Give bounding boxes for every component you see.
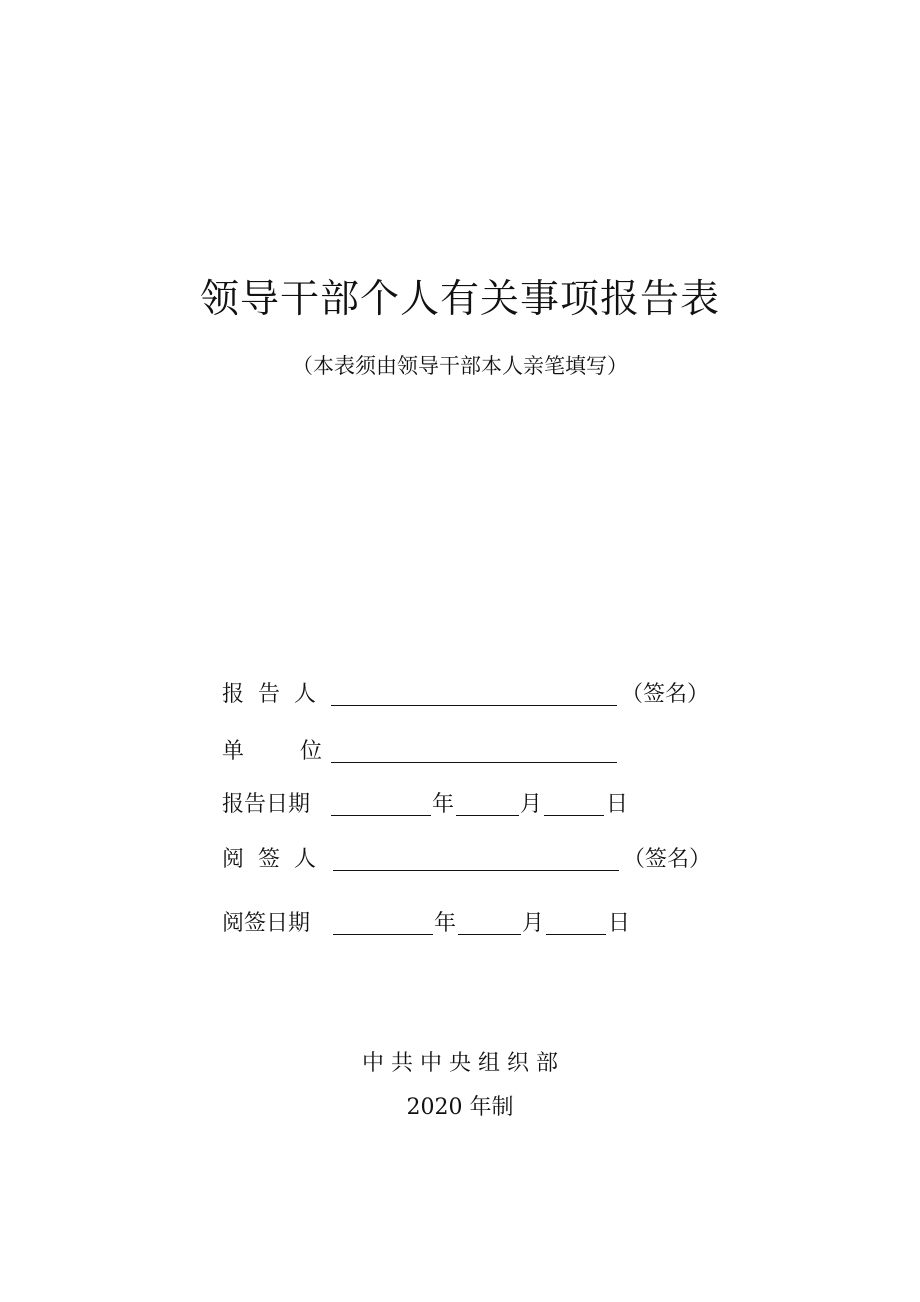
- report-date-day-char: 日: [606, 792, 629, 817]
- report-date-label: 报告日期: [222, 792, 311, 817]
- report-date-year-line[interactable]: [331, 815, 431, 816]
- review-date-label: 阅签日期: [222, 911, 311, 936]
- review-date-day-line[interactable]: [546, 934, 606, 935]
- unit-line[interactable]: [331, 762, 617, 763]
- issuing-organization: 中 共 中 央 组 织 部: [362, 1051, 558, 1076]
- reporter-signature-line[interactable]: [331, 705, 617, 706]
- review-date-month-char: 月: [522, 911, 545, 936]
- reviewer-signature-line[interactable]: [333, 870, 619, 871]
- review-date-year-line[interactable]: [333, 934, 433, 935]
- document-title: 领导干部个人有关事项报告表: [199, 277, 720, 322]
- unit-label: 单 位: [222, 739, 322, 764]
- year-made: 2020 年制: [406, 1095, 514, 1120]
- review-date-day-char: 日: [608, 911, 631, 936]
- document-subtitle: （本表须由领导干部本人亲笔填写）: [292, 354, 628, 378]
- review-date-year-char: 年: [434, 911, 457, 936]
- reporter-label: 报 告 人: [222, 682, 316, 707]
- reviewer-signature-note: （签名）: [623, 847, 712, 872]
- report-date-month-line[interactable]: [456, 815, 519, 816]
- reporter-signature-note: （签名）: [621, 682, 710, 707]
- reviewer-label: 阅 签 人: [222, 847, 316, 872]
- report-date-day-line[interactable]: [544, 815, 604, 816]
- review-date-month-line[interactable]: [458, 934, 521, 935]
- report-date-month-char: 月: [520, 792, 543, 817]
- report-date-year-char: 年: [432, 792, 455, 817]
